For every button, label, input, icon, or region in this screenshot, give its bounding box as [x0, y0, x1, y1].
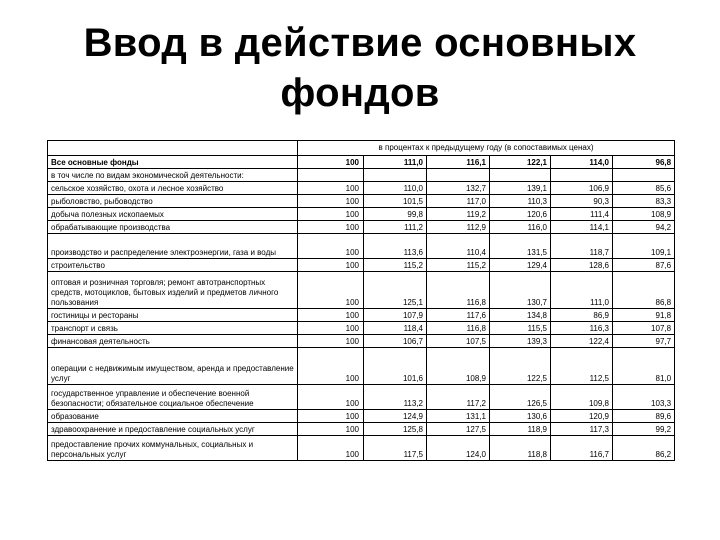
table-header-row	[48, 141, 675, 156]
base-value-cell: 100	[298, 309, 364, 322]
title-line-2: фондов	[280, 71, 440, 115]
base-value-cell: 100	[298, 234, 364, 259]
value-cell: 112,5	[551, 348, 613, 385]
value-cell: 90,3	[551, 195, 613, 208]
row-label: производство и распределение электроэнергии, газа и воды	[48, 234, 298, 259]
row-label: оптовая и розничная торговля; ремонт автотранспортных средств, мотоциклов, бытовых изделий и предметов личного пользования	[48, 272, 298, 309]
row-label: строительство	[48, 259, 298, 272]
row-label: финансовая деятельность	[48, 335, 298, 348]
value-cell: 122,1	[490, 156, 551, 169]
table-row	[48, 259, 675, 272]
value-cell: 118,8	[490, 436, 551, 461]
value-cell: 118,7	[551, 234, 613, 259]
base-value-cell: 100	[298, 208, 364, 221]
value-cell: 107,8	[613, 322, 675, 335]
value-cell: 113,6	[364, 234, 427, 259]
value-cell: 110,3	[490, 195, 551, 208]
base-value-cell: 100	[298, 322, 364, 335]
value-cell: 131,5	[490, 234, 551, 259]
value-cell: 116,7	[551, 436, 613, 461]
value-cell: 108,9	[613, 208, 675, 221]
value-cell: 89,6	[613, 410, 675, 423]
value-cell: 91,8	[613, 309, 675, 322]
value-cell: 116,3	[551, 322, 613, 335]
page-title	[0, 18, 720, 118]
value-cell: 117,5	[364, 436, 427, 461]
value-cell: 109,1	[613, 234, 675, 259]
value-cell: 131,1	[427, 410, 490, 423]
title-line-1: Ввод в действие основных	[83, 21, 637, 65]
value-cell	[364, 169, 427, 182]
value-cell: 103,3	[613, 385, 675, 410]
value-cell: 116,8	[427, 322, 490, 335]
value-cell: 134,8	[490, 309, 551, 322]
value-cell: 124,0	[427, 436, 490, 461]
value-cell: 122,5	[490, 348, 551, 385]
row-label: в точ числе по видам экономической деятельности:	[48, 169, 298, 182]
value-cell: 118,4	[364, 322, 427, 335]
value-cell: 132,7	[427, 182, 490, 195]
table-row	[48, 234, 675, 259]
value-cell: 117,2	[427, 385, 490, 410]
base-value-cell: 100	[298, 182, 364, 195]
base-value-cell: 100	[298, 195, 364, 208]
row-label: гостиницы и рестораны	[48, 309, 298, 322]
value-cell: 86,8	[613, 272, 675, 309]
value-cell: 110,4	[427, 234, 490, 259]
value-cell	[490, 169, 551, 182]
value-cell: 111,4	[551, 208, 613, 221]
value-cell: 101,6	[364, 348, 427, 385]
value-cell: 125,1	[364, 272, 427, 309]
base-value-cell: 100	[298, 335, 364, 348]
value-cell: 107,5	[427, 335, 490, 348]
table-row	[48, 208, 675, 221]
table-row	[48, 322, 675, 335]
value-cell: 85,6	[613, 182, 675, 195]
value-cell: 108,9	[427, 348, 490, 385]
base-value-cell: 100	[298, 423, 364, 436]
table-row	[48, 348, 675, 385]
value-cell: 107,9	[364, 309, 427, 322]
table-header-label: в процентах к предыдущему году (в сопоставимых ценах)	[298, 141, 675, 156]
value-cell: 96,8	[613, 156, 675, 169]
value-cell: 94,2	[613, 221, 675, 234]
value-cell: 116,8	[427, 272, 490, 309]
value-cell: 114,1	[551, 221, 613, 234]
value-cell: 111,0	[551, 272, 613, 309]
table-row	[48, 272, 675, 309]
value-cell: 130,7	[490, 272, 551, 309]
value-cell: 113,2	[364, 385, 427, 410]
row-label: Все основные фонды	[48, 156, 298, 169]
base-value-cell: 100	[298, 348, 364, 385]
value-cell: 112,9	[427, 221, 490, 234]
table-body	[48, 156, 675, 461]
base-value-cell: 100	[298, 272, 364, 309]
value-cell: 117,6	[427, 309, 490, 322]
table-row	[48, 423, 675, 436]
value-cell: 128,6	[551, 259, 613, 272]
value-cell: 115,2	[427, 259, 490, 272]
table-row	[48, 335, 675, 348]
base-value-cell: 100	[298, 410, 364, 423]
value-cell: 111,2	[364, 221, 427, 234]
base-value-cell: 100	[298, 385, 364, 410]
value-cell: 86,9	[551, 309, 613, 322]
value-cell: 111,0	[364, 156, 427, 169]
base-value-cell	[298, 169, 364, 182]
value-cell: 106,9	[551, 182, 613, 195]
table-row	[48, 410, 675, 423]
row-label: здравоохранение и предоставление социальных услуг	[48, 423, 298, 436]
fixed-assets-table	[47, 140, 675, 461]
value-cell: 109,8	[551, 385, 613, 410]
base-value-cell: 100	[298, 436, 364, 461]
table-row	[48, 195, 675, 208]
value-cell: 115,5	[490, 322, 551, 335]
row-label: рыболовство, рыбоводство	[48, 195, 298, 208]
value-cell: 127,5	[427, 423, 490, 436]
value-cell: 117,3	[551, 423, 613, 436]
value-cell: 86,2	[613, 436, 675, 461]
value-cell: 130,6	[490, 410, 551, 423]
value-cell: 125,8	[364, 423, 427, 436]
header-corner-cell	[48, 141, 298, 156]
value-cell: 117,0	[427, 195, 490, 208]
table-row	[48, 221, 675, 234]
value-cell: 99,8	[364, 208, 427, 221]
row-label: образование	[48, 410, 298, 423]
row-label: транспорт и связь	[48, 322, 298, 335]
table-row	[48, 169, 675, 182]
value-cell: 126,5	[490, 385, 551, 410]
base-value-cell: 100	[298, 221, 364, 234]
table-row	[48, 436, 675, 461]
row-label: обрабатывающие производства	[48, 221, 298, 234]
value-cell	[427, 169, 490, 182]
value-cell: 110,0	[364, 182, 427, 195]
value-cell: 129,4	[490, 259, 551, 272]
row-label: сельское хозяйство, охота и лесное хозяйство	[48, 182, 298, 195]
value-cell: 83,3	[613, 195, 675, 208]
value-cell: 120,9	[551, 410, 613, 423]
value-cell	[551, 169, 613, 182]
value-cell: 139,1	[490, 182, 551, 195]
row-label: предоставление прочих коммунальных, социальных и персональных услуг	[48, 436, 298, 461]
value-cell: 116,0	[490, 221, 551, 234]
value-cell	[613, 169, 675, 182]
value-cell: 116,1	[427, 156, 490, 169]
value-cell: 101,5	[364, 195, 427, 208]
table-row	[48, 182, 675, 195]
value-cell: 120,6	[490, 208, 551, 221]
value-cell: 106,7	[364, 335, 427, 348]
table-row	[48, 156, 675, 169]
base-value-cell: 100	[298, 259, 364, 272]
value-cell: 124,9	[364, 410, 427, 423]
row-label: государственное управление и обеспечение военной безопасности; обязательное социальное обеспечение	[48, 385, 298, 410]
value-cell: 114,0	[551, 156, 613, 169]
value-cell: 119,2	[427, 208, 490, 221]
value-cell: 115,2	[364, 259, 427, 272]
value-cell: 87,6	[613, 259, 675, 272]
value-cell: 81,0	[613, 348, 675, 385]
row-label: добыча полезных ископаемых	[48, 208, 298, 221]
value-cell: 118,9	[490, 423, 551, 436]
table-row	[48, 385, 675, 410]
value-cell: 139,3	[490, 335, 551, 348]
value-cell: 122,4	[551, 335, 613, 348]
value-cell: 99,2	[613, 423, 675, 436]
row-label: операции с недвижимым имуществом, аренда и предоставление услуг	[48, 348, 298, 385]
base-value-cell: 100	[298, 156, 364, 169]
table-row	[48, 309, 675, 322]
value-cell: 97,7	[613, 335, 675, 348]
